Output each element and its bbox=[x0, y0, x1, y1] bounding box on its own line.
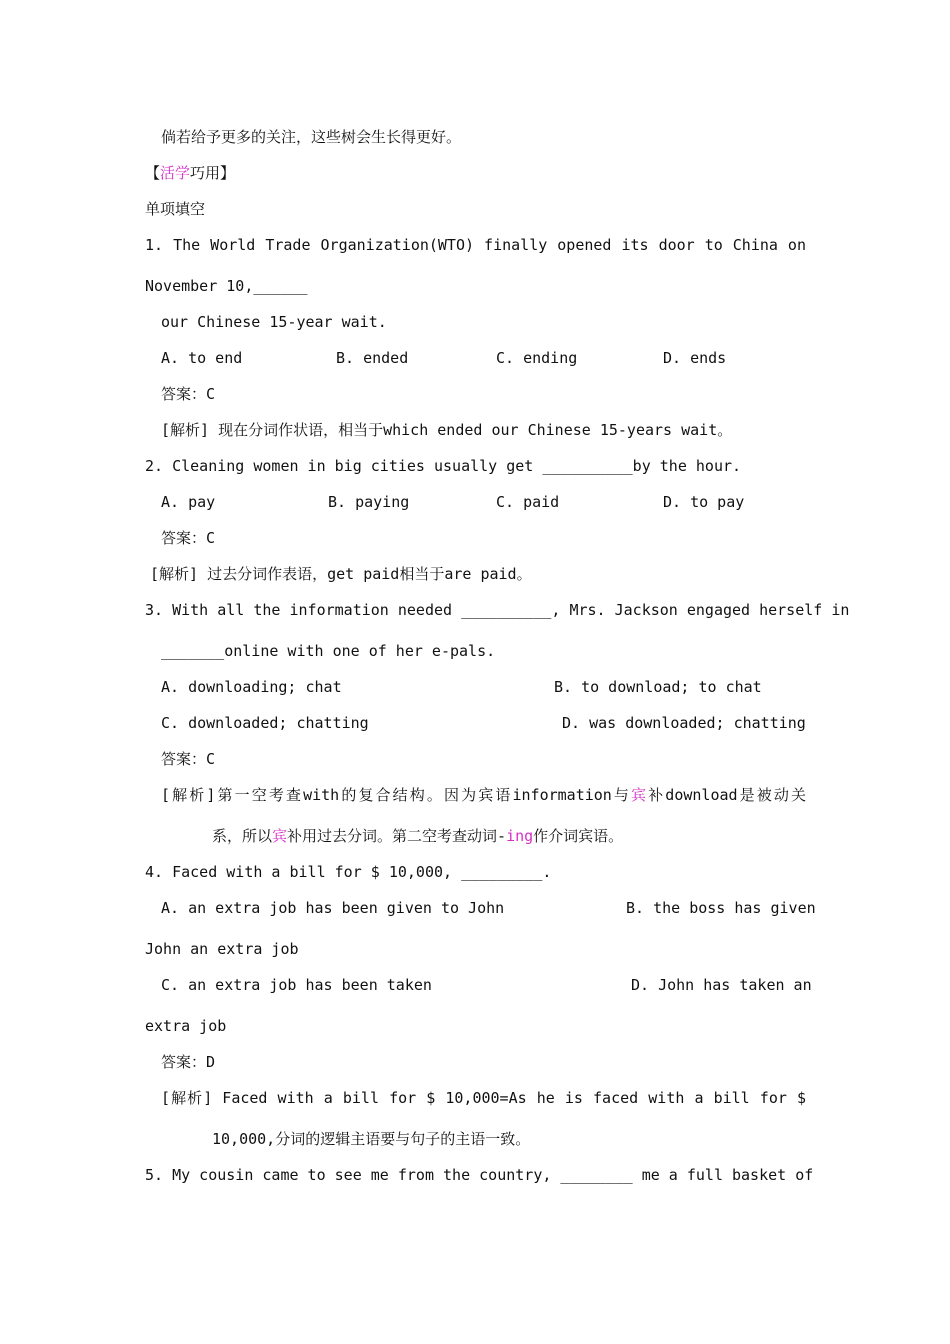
q4-option-a: A. an extra job has been given to John bbox=[161, 899, 505, 917]
q3-expl-text-a: [解析]第一空考查with的复合结构。因为宾语information与 bbox=[161, 786, 632, 804]
q1-stem-line1: 1. The World Trade Organization(WTO) finally opened its door to China on bbox=[145, 236, 806, 254]
q3-answer: 答案：C bbox=[161, 750, 216, 768]
q1-answer: 答案：C bbox=[161, 385, 216, 403]
q4-explanation-line2: 10,000,分词的逻辑主语要与句子的主语一致。 bbox=[212, 1130, 531, 1148]
q4-answer: 答案：D bbox=[161, 1053, 216, 1071]
q4-option-b-tail: John an extra job bbox=[145, 940, 299, 958]
q2-stem: 2. Cleaning women in big cities usually get __________by the hour. bbox=[145, 457, 742, 475]
section-header-highlight: 活学 bbox=[160, 164, 191, 182]
section-header-rest: 巧用】 bbox=[190, 164, 236, 182]
q4-option-b-head: B. the boss has given bbox=[626, 899, 816, 917]
q4-option-d-head: D. John has taken an bbox=[631, 976, 812, 994]
q2-option-d: D. to pay bbox=[663, 493, 745, 511]
q1-option-d: D. ends bbox=[663, 349, 727, 367]
q3-expl-highlight-3: ing bbox=[506, 827, 534, 845]
q3-explanation-line1 bbox=[161, 785, 806, 805]
section-header-open: 【 bbox=[145, 164, 161, 182]
q3-expl-highlight-2: 宾 bbox=[272, 827, 288, 845]
q2-option-a: A. pay bbox=[161, 493, 216, 511]
q3-expl-highlight-1: 宾 bbox=[631, 786, 649, 804]
q4-explanation-line1: [解析] Faced with a bill for $ 10,000=As he is faced with a bill for $ bbox=[161, 1089, 806, 1107]
q3-expl-text-d: 补用过去分词。第二空考查动词- bbox=[287, 827, 507, 845]
q4-option-d-tail: extra job bbox=[145, 1017, 227, 1035]
q1-option-b: B. ended bbox=[336, 349, 409, 367]
q3-stem-line1: 3. With all the information needed __________, Mrs. Jackson engaged herself in bbox=[145, 601, 850, 619]
q1-stem-line3: our Chinese 15-year wait. bbox=[161, 313, 387, 331]
q3-option-b: B. to download; to chat bbox=[554, 678, 762, 696]
q3-expl-text-e: 作介词宾语。 bbox=[533, 827, 624, 845]
section-header bbox=[145, 163, 235, 183]
q1-stem-line2: November 10,______ bbox=[145, 277, 308, 295]
q1-explanation: [解析] 现在分词作状语，相当于which ended our Chinese 15-years wait。 bbox=[161, 421, 733, 439]
q2-option-c: C. paid bbox=[496, 493, 560, 511]
q3-option-a: A. downloading; chat bbox=[161, 678, 342, 696]
q5-stem-line1: 5. My cousin came to see me from the country, ________ me a full basket of bbox=[145, 1166, 814, 1184]
q2-option-b: B. paying bbox=[328, 493, 410, 511]
q4-option-c: C. an extra job has been taken bbox=[161, 976, 432, 994]
section-subtitle: 单项填空 bbox=[145, 200, 206, 218]
intro-translation: 倘若给予更多的关注，这些树会生长得更好。 bbox=[161, 128, 462, 146]
q3-expl-text-b: 补download是被动关 bbox=[648, 786, 806, 804]
q3-option-d: D. was downloaded; chatting bbox=[562, 714, 806, 732]
q3-stem-line2: _______online with one of her e-pals. bbox=[161, 642, 496, 660]
q3-explanation-line2 bbox=[212, 826, 623, 846]
q2-answer: 答案：C bbox=[161, 529, 216, 547]
q2-explanation: [解析] 过去分词作表语，get paid相当于are paid。 bbox=[150, 565, 532, 583]
q1-option-c: C. ending bbox=[496, 349, 578, 367]
q3-option-c: C. downloaded; chatting bbox=[161, 714, 369, 732]
q4-stem: 4. Faced with a bill for $ 10,000, _________. bbox=[145, 863, 552, 881]
q3-expl-text-c: 系，所以 bbox=[212, 827, 273, 845]
q1-option-a: A. to end bbox=[161, 349, 243, 367]
